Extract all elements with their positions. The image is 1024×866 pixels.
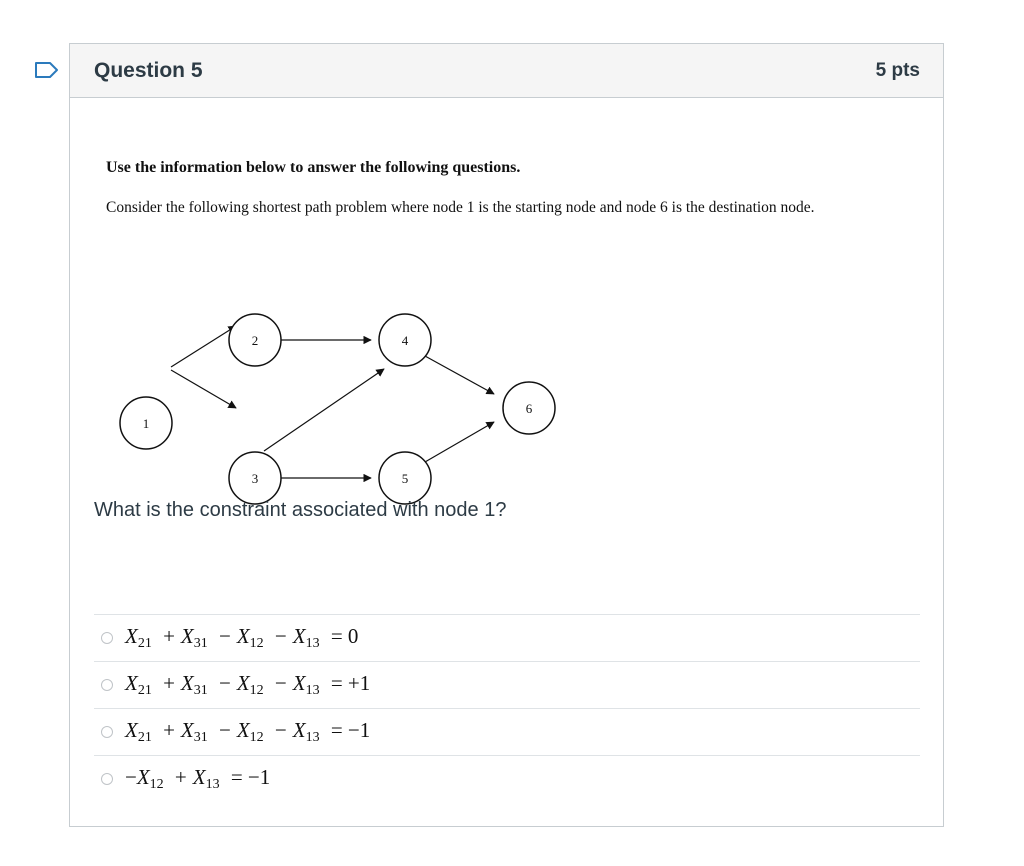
- eq-var: X: [125, 718, 138, 742]
- eq-sub: 12: [149, 777, 164, 792]
- eq-rhs: = −1: [230, 765, 271, 789]
- eq-var: X: [236, 718, 250, 742]
- eq-op: −: [219, 671, 231, 695]
- arc-1-2: [171, 326, 236, 367]
- node-5: [379, 452, 431, 504]
- eq-op: +: [163, 624, 175, 648]
- answer-equation: [125, 671, 376, 699]
- eq-var: X: [180, 718, 194, 742]
- eq-op: −: [274, 718, 287, 742]
- node-1: [120, 397, 172, 449]
- answer-radio[interactable]: [101, 726, 113, 738]
- intro-heading: Use the information below to answer the following questions.: [106, 159, 521, 176]
- eq-var: X: [292, 671, 306, 695]
- eq-rhs: = 0: [330, 624, 359, 648]
- eq-op: −: [274, 624, 287, 648]
- question-intro: [106, 159, 866, 218]
- answer-list: [94, 614, 920, 802]
- eq-sub: 31: [193, 683, 208, 698]
- arc-1-3: [171, 370, 236, 408]
- eq-sub: 12: [249, 730, 264, 745]
- node-4-label: 4: [401, 333, 409, 348]
- eq-op: −: [219, 624, 231, 648]
- eq-var: X: [292, 624, 306, 648]
- answer-radio[interactable]: [101, 679, 113, 691]
- eq-var: X: [125, 671, 138, 695]
- question-title: Question 5: [94, 58, 203, 82]
- eq-sub: 13: [305, 683, 320, 698]
- eq-sub: 13: [205, 777, 220, 792]
- answer-option[interactable]: [94, 614, 920, 661]
- eq-sub: 13: [305, 636, 320, 651]
- eq-var: X: [236, 624, 250, 648]
- node-5-label: 5: [401, 471, 409, 486]
- question-card: [69, 43, 944, 827]
- eq-var: X: [292, 718, 306, 742]
- eq-op: −: [125, 765, 137, 789]
- arc-4-6: [425, 356, 494, 394]
- answer-equation: [125, 765, 276, 793]
- eq-rhs: = −1: [330, 718, 371, 742]
- node-6: [503, 382, 555, 434]
- answer-option[interactable]: [94, 755, 920, 802]
- answer-equation: [125, 718, 376, 746]
- network-diagram: [106, 266, 556, 486]
- eq-sub: 31: [193, 730, 208, 745]
- answer-option[interactable]: [94, 661, 920, 708]
- node-3: [229, 452, 281, 504]
- node-2: [229, 314, 281, 366]
- bookmark-flag-icon[interactable]: [34, 61, 60, 79]
- node-4: [379, 314, 431, 366]
- eq-sub: 13: [305, 730, 320, 745]
- arc-5-6: [425, 422, 494, 462]
- arc-3-4: [264, 369, 384, 451]
- eq-op: +: [163, 671, 175, 695]
- question-points: 5 pts: [875, 59, 920, 81]
- answer-equation: [125, 624, 364, 652]
- question-prompt: What is the constraint associated with node 1?: [94, 499, 507, 521]
- node-6-label: 6: [525, 401, 533, 416]
- eq-sub: 12: [249, 636, 264, 651]
- eq-op: −: [274, 671, 287, 695]
- eq-op: −: [219, 718, 231, 742]
- eq-op: +: [174, 765, 187, 789]
- eq-sub: 21: [137, 636, 152, 651]
- eq-sub: 21: [137, 730, 152, 745]
- question-header: [70, 44, 943, 98]
- intro-body: Consider the following shortest path problem where node 1 is the starting node and node 6 is the destination node.: [106, 199, 815, 216]
- node-1-label: 1: [142, 416, 150, 431]
- eq-sub: 21: [137, 683, 152, 698]
- eq-var: X: [180, 624, 194, 648]
- eq-var: X: [180, 671, 194, 695]
- eq-var: X: [136, 765, 150, 789]
- eq-sub: 31: [193, 636, 208, 651]
- eq-rhs: = +1: [330, 671, 371, 695]
- answer-option[interactable]: [94, 708, 920, 755]
- eq-var: X: [192, 765, 206, 789]
- answer-radio[interactable]: [101, 632, 113, 644]
- node-2-label: 2: [251, 333, 259, 348]
- eq-var: X: [236, 671, 250, 695]
- eq-var: X: [125, 624, 138, 648]
- answer-radio[interactable]: [101, 773, 113, 785]
- node-3-label: 3: [251, 471, 259, 486]
- eq-sub: 12: [249, 683, 264, 698]
- eq-op: +: [163, 718, 175, 742]
